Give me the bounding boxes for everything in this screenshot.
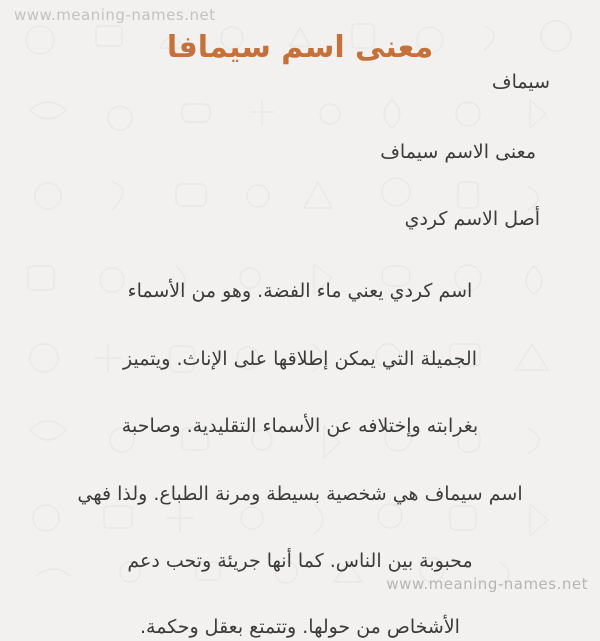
- description-line: اسم سيماف هي شخصية بسيطة ومرنة الطباع. ولذا فهي: [77, 482, 523, 505]
- description-line: بغرابته وإختلافه عن الأسماء التقليدية. وصاحبة: [121, 415, 479, 438]
- watermark-top: www.meaning-names.net: [14, 6, 216, 24]
- meaning-label: معنى الاسم سيماف: [380, 140, 536, 163]
- description-line: الجميلة التي يمكن إطلاقها على الإناث. ويتميز: [123, 347, 477, 370]
- description-line: الأشخاص من حولها. وتتمتع بعقل وحكمة.: [140, 616, 460, 639]
- description-line: اسم كردي يعني ماء الفضة. وهو من الأسماء: [127, 279, 473, 302]
- watermark-bottom: www.meaning-names.net: [386, 575, 588, 593]
- page-title: معنى اسم سيمافا: [166, 30, 434, 66]
- description-line: محبوبة بين الناس. كما أنها جريئة وتحب دعم: [127, 550, 473, 573]
- origin-label: أصل الاسم كردي: [404, 208, 540, 231]
- name-value: سيماف: [491, 71, 550, 93]
